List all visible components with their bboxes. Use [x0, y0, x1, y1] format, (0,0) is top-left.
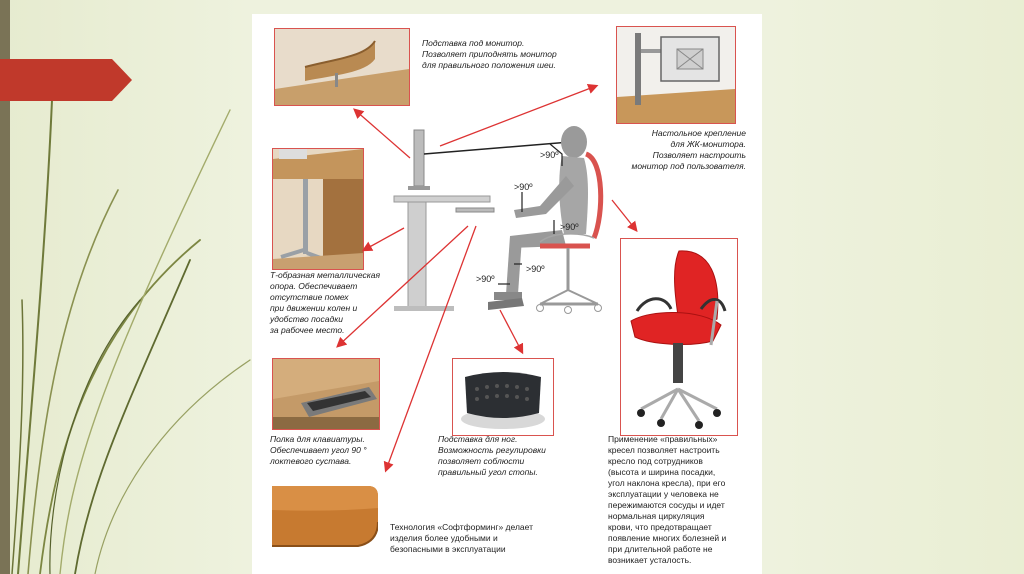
- caption-line: локтевого сустава.: [270, 456, 352, 466]
- caption-line: Технология «Софтформинг» делает: [390, 522, 533, 532]
- keyboard-shelf-photo: [272, 358, 380, 430]
- caption-line: Применение «правильных»: [608, 434, 718, 444]
- caption-line: Полка для клавиатуры.: [270, 434, 365, 444]
- office-chair-photo: [620, 238, 738, 436]
- title-ribbon: [0, 59, 132, 101]
- monitor-stand-photo: [274, 28, 410, 106]
- caption-line: Позволяет настроить: [652, 150, 746, 160]
- lcd-mount-photo: [616, 26, 736, 124]
- caption-line: при длительной работе не: [608, 544, 713, 554]
- caption-line: пережимаются сосуды и идет: [608, 500, 725, 510]
- knee-angle-label: >90º: [526, 264, 545, 274]
- caption-line: монитор под пользователя.: [631, 161, 746, 171]
- ribbon-shape: [0, 59, 132, 101]
- caption-line: удобство посадки: [270, 314, 343, 324]
- caption-line: крови, что предотвращает: [608, 522, 712, 532]
- ankle-angle-label: >90º: [476, 274, 495, 284]
- caption-line: при движении колен и: [270, 303, 358, 313]
- hip-angle-label: >90º: [560, 222, 579, 232]
- caption-line: (высота и ширина посадки,: [608, 467, 716, 477]
- caption-line: появление многих болезней и: [608, 533, 727, 543]
- caption-line: Подставка под монитор.: [422, 38, 525, 48]
- elbow-angle-label: >90º: [514, 182, 533, 192]
- caption-line: угол наклона кресла), при его: [608, 478, 726, 488]
- caption-line: для правильного положения шеи.: [422, 60, 556, 70]
- footrest-photo: [452, 358, 554, 436]
- caption-line: для ЖК-монитора.: [670, 139, 746, 149]
- keyboard-shelf-caption: [270, 434, 367, 467]
- t-support-caption: [270, 270, 380, 336]
- caption-line: Обеспечивает угол 90 °: [270, 445, 367, 455]
- caption-line: кресло под сотрудников: [608, 456, 703, 466]
- caption-line: отсутствие помех: [270, 292, 349, 302]
- caption-line: опора. Обеспечивает: [270, 281, 358, 291]
- caption-line: возникает усталость.: [608, 555, 692, 565]
- right-background: [762, 0, 1024, 574]
- caption-line: Позволяет приподнять монитор: [422, 49, 557, 59]
- caption-line: Возможность регулировки: [438, 445, 546, 455]
- caption-line: нормальная циркуляция: [608, 511, 705, 521]
- caption-line: позволяет соблюсти: [438, 456, 525, 466]
- softforming-photo: [272, 482, 378, 552]
- posture-diagram: [390, 114, 630, 324]
- monitor-stand-caption: [422, 38, 557, 71]
- caption-line: безопасными в эксплуатации: [390, 544, 506, 554]
- caption-line: Подставка для ног.: [438, 434, 518, 444]
- neck-angle-label: >90º: [540, 150, 559, 160]
- caption-line: правильный угол стопы.: [438, 467, 538, 477]
- chair-caption: [608, 434, 758, 566]
- caption-line: эксплуатации у человека не: [608, 489, 719, 499]
- caption-line: Т-образная металлическая: [270, 270, 381, 280]
- caption-line: за рабочее место.: [270, 325, 345, 335]
- footrest-caption: [438, 434, 546, 478]
- infographic-slide: [252, 14, 762, 574]
- lcd-mount-caption: [618, 128, 746, 172]
- t-support-photo: [272, 148, 364, 270]
- caption-line: Настольное крепление: [651, 128, 746, 138]
- softforming-caption: [390, 522, 533, 555]
- caption-line: изделия более удобными и: [390, 533, 498, 543]
- caption-line: кресел позволяет настроить: [608, 445, 720, 455]
